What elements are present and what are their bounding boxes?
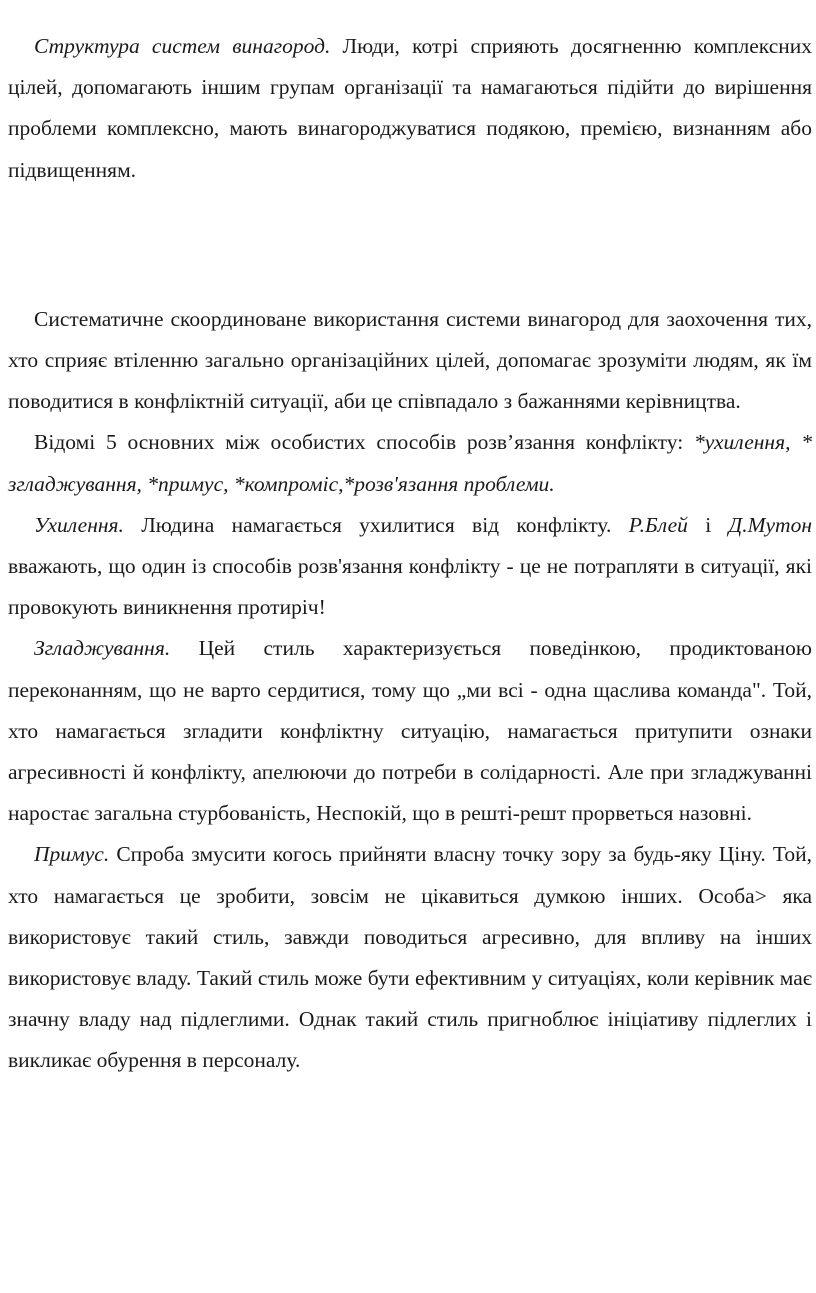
methods-list: *ухилення, * згладжування, *примус, *компроміс,*розв'язання проблеми. [8, 430, 812, 496]
paragraph-text: Людина намагається ухилитися від конфлікту. [123, 512, 629, 537]
term-coercion: Примус. [34, 842, 110, 867]
paragraph-text: і [687, 512, 729, 537]
paragraph-avoidance [8, 505, 812, 629]
author-blake: Р.Блей [628, 512, 688, 537]
author-mouton: Д.Мутон [728, 512, 812, 537]
paragraph-systematic-use [8, 299, 812, 423]
term-avoidance: Ухилення. [34, 512, 124, 537]
document-page [8, 26, 812, 1082]
paragraph-text: вважають, що один із способів розв'язання конфлікту - це не потрапляти в ситуації, які провокують виникнення протиріч! [8, 554, 812, 620]
paragraph-text: Спроба змусити когось прийняти власну точку зору за будь-яку Ціну. Той, хто намагається це зробити, зовсім не цікавиться думкою інших. Особа> яка використовує такий стиль, завжди поводиться агресивно, для впливу на інших використовує владу. Такий стиль може бути ефективним у ситуаціях, коли керівник має значну владу над підлеглими. Однак такий стиль пригноблює ініціативу підлеглих і викликає обурення в персоналу. [8, 842, 812, 1073]
paragraph-smoothing [8, 628, 812, 834]
term-smoothing: Згладжування. [34, 636, 171, 661]
paragraph-text: Люди, котрі сприяють досягненню комплексних цілей, допомагають іншим групам організації та намагаються підійти до вирішення проблеми комплексно, мають винагороджуватися подякою, премією, визнанням або підвищенням. [8, 34, 813, 182]
paragraph-text: Систематичне скоординоване використання системи винагород для заохочення тих, хто сприяє втіленню загально організаційних цілей, допомагає зрозуміти людям, як їм поводитися в конфліктній ситуації, аби це співпадало з бажаннями керівництва. [8, 306, 812, 414]
paragraph-five-methods [8, 422, 812, 504]
paragraph-reward-systems [8, 26, 812, 191]
paragraph-text: Цей стиль характеризується поведінкою, продиктованою переконанням, що не варто сердитися, тому що „ми всі - одна щаслива команда". Той, хто намагається згладити конфліктну ситуацію, намагається притупити ознаки агресивності й конфлікту, апелюючи до потреби в солідарності. Але при згладжуванні наростає загальна стурбованість, Неспокій, що в решті-решт прорветься назовні. [8, 636, 812, 826]
paragraph-coercion [8, 834, 812, 1081]
term-reward-systems: Структура систем винагород. [34, 34, 331, 58]
paragraph-text: Відомі 5 основних між особистих способів розв’язання конфлікту: [34, 430, 694, 455]
paragraph-gap [8, 191, 812, 299]
